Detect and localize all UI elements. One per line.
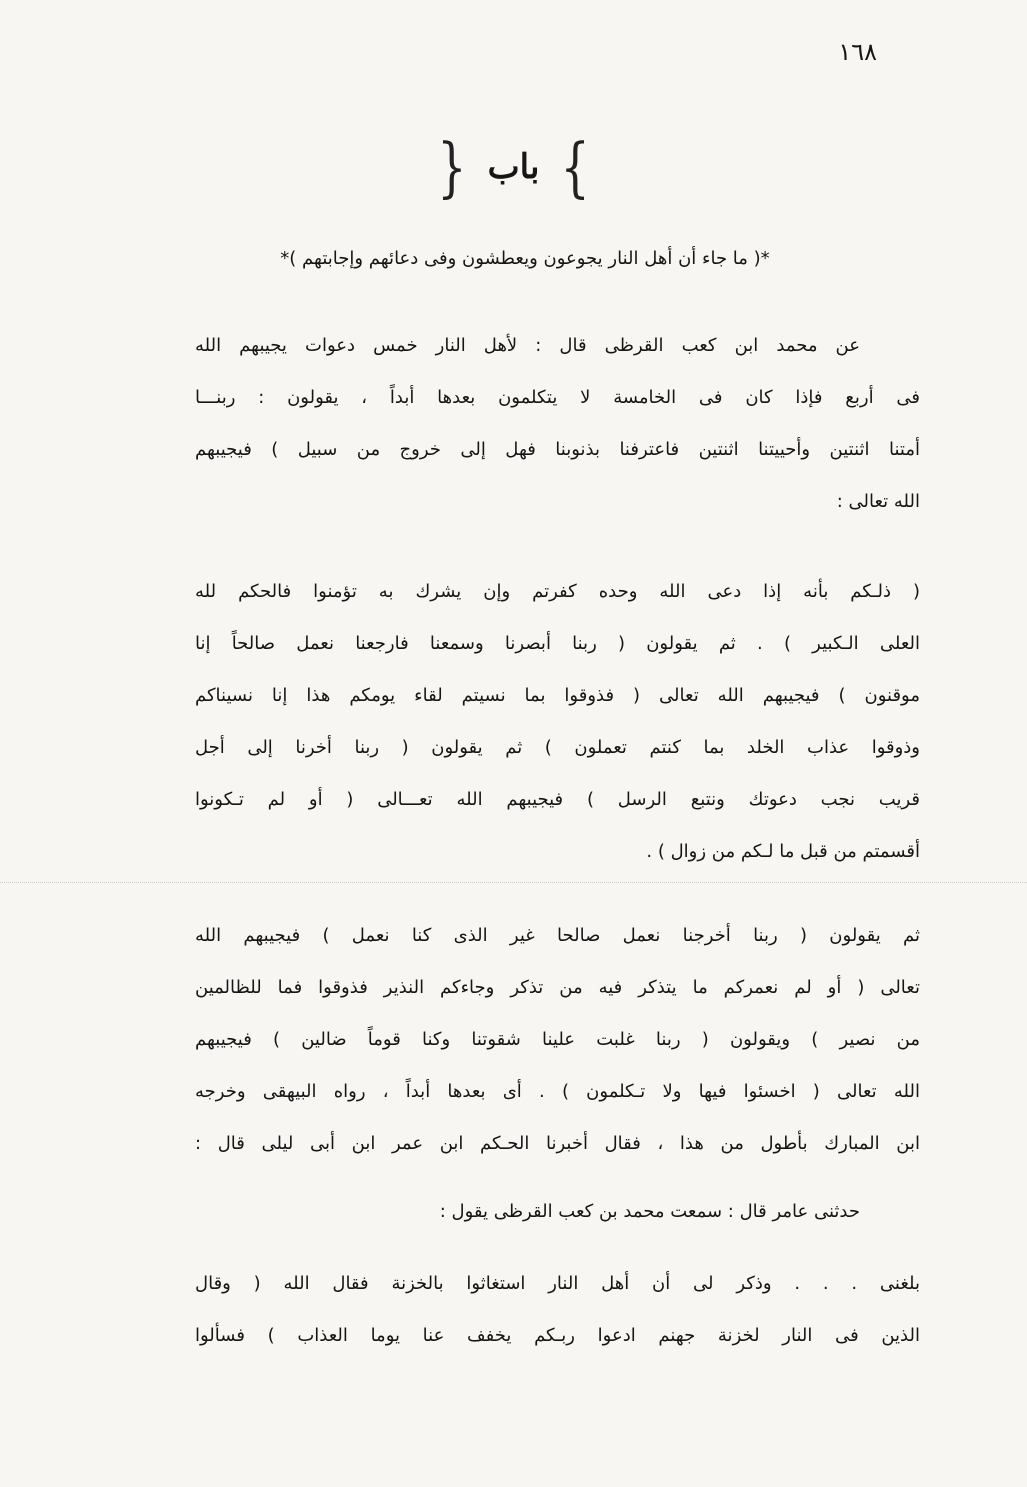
paragraph-1 bbox=[195, 320, 920, 528]
paragraph-4 bbox=[195, 1186, 920, 1238]
right-ornament-brace: { bbox=[437, 129, 467, 205]
left-ornament-brace: } bbox=[560, 129, 590, 205]
text-line: العلى الـكبير ) . ثم يقولون ( ربنا أبصرنا وسمعنا فارجعنا نعمل صالحاً إنا bbox=[195, 633, 920, 654]
text-line: عن محمد ابن كعب القرظى قال : لأهل النار خمس دعوات يجيبهم الله bbox=[195, 335, 860, 356]
text-line: أمتنا اثنتين وأحييتنا اثنتين فاعترفنا بذنوبنا فهل إلى خروج من سبيل ) فيجيبهم bbox=[195, 439, 920, 460]
text-line: وذوقوا عذاب الخلد بما كنتم تعملون ) ثم يقولون ( ربنا أخرنا إلى أجل bbox=[195, 737, 920, 758]
text-line: الذين فى النار لخزنة جهنم ادعوا ربـكم يخفف عنا يوما العذاب ) فسألوا bbox=[195, 1325, 920, 1346]
page-number: ١٦٨ bbox=[838, 38, 877, 66]
text-line: حدثنى عامر قال : سمعت محمد بن كعب القرظى يقول : bbox=[439, 1201, 860, 1222]
text-line: الله تعالى ( اخسئوا فيها ولا تـكلمون ) . أى بعدها أبداً ، رواه البيهقى وخرجه bbox=[195, 1081, 920, 1102]
scan-artifact-dotted-line bbox=[0, 882, 1027, 884]
text-line: فى أربع فإذا كان فى الخامسة لا يتكلمون بعدها أبداً ، يقولون : ربنـــا bbox=[195, 387, 920, 408]
chapter-heading bbox=[0, 129, 1027, 205]
chapter-title: باب bbox=[487, 147, 540, 187]
text-line: قريب نجب دعوتك ونتبع الرسل ) فيجيبهم الله تعـــالى ( أو لم تـكونوا bbox=[195, 789, 920, 810]
text-line: الله تعالى : bbox=[836, 491, 920, 512]
paragraph-3 bbox=[195, 910, 920, 1170]
paragraph-2 bbox=[195, 566, 920, 878]
text-line: أقسمتم من قبل ما لـكم من زوال ) . bbox=[646, 841, 920, 862]
text-line: من نصير ) ويقولون ( ربنا غلبت علينا شقوتنا وكنا قوماً ضالين ) فيجيبهم bbox=[195, 1029, 920, 1050]
chapter-subtitle: *( ما جاء أن أهل النار يجوعون ويعطشون وفى دعائهم وإجابتهم )* bbox=[280, 248, 770, 269]
paragraph-5 bbox=[195, 1258, 920, 1362]
text-line: موقنون ) فيجيبهم الله تعالى ( فذوقوا بما نسيتم لقاء يومكم هذا إنا نسيناكم bbox=[195, 685, 920, 706]
text-line: بلغنى . . . وذكر لى أن أهل النار استغاثوا بالخزنة فقال الله ( وقال bbox=[195, 1273, 920, 1294]
text-line: تعالى ( أو لم نعمركم ما يتذكر فيه من تذكر وجاءكم النذير فذوقوا فما للظالمين bbox=[195, 977, 920, 998]
text-line: ابن المبارك بأطول من هذا ، فقال أخبرنا الحـكم ابن عمر ابن أبى ليلى قال : bbox=[195, 1133, 920, 1154]
text-line: ثم يقولون ( ربنا أخرجنا نعمل صالحا غير الذى كنا نعمل ) فيجيبهم الله bbox=[195, 925, 920, 946]
text-line: ( ذلـكم بأنه إذا دعى الله وحده كفرتم وإن يشرك به تؤمنوا فالحكم لله bbox=[195, 581, 920, 602]
